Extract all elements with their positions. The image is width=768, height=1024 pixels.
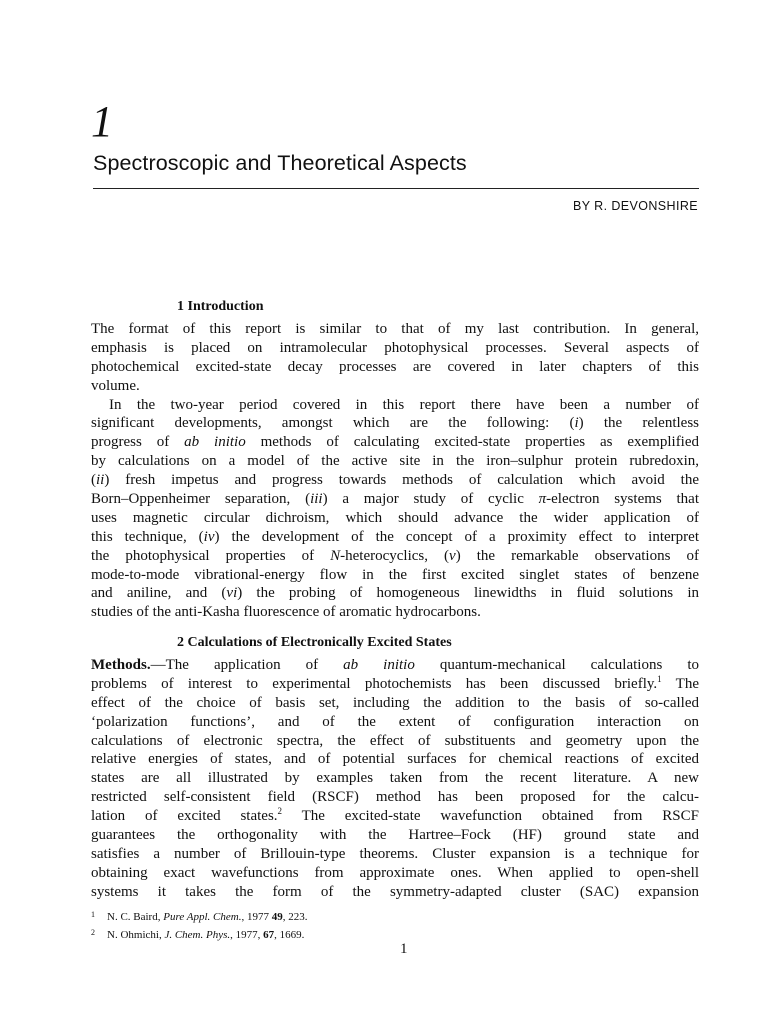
text-line: uses magnetic circular dichroism, which should advance the wider application of [91,509,699,526]
footnote-1 [91,907,699,925]
section-heading-introduction: 1 Introduction [177,299,264,314]
text-line: problems of interest to experimental photochemists has been discussed briefly.$^1$ The [91,673,699,692]
introduction-body [91,320,699,622]
text-line: Born–Oppenheimer separation, (iii) a major study of cyclic π-electron systems that [91,491,699,508]
text-line: lation of excited states.$^2$ The excited-state wavefunction obtained from RSCF [91,806,699,825]
text-line: systems it takes the form of the symmetry-adapted cluster (SAC) expansion [91,883,699,900]
text-line: restricted self-consistent field (RSCF) method has been proposed for the calcu- [91,789,699,806]
footnote-text: N. C. Baird, Pure Appl. Chem., 1977 49, 223. [107,911,308,923]
text-line: The format of this report is similar to that of my last contribution. In general, [91,321,699,337]
text-line: relative energies of states, and of potential surfaces for chemical reactions of excited [91,751,699,768]
text-line: mode-to-mode vibrational-energy flow in the first excited singlet states of benzene [91,566,699,583]
title-rule [93,188,699,189]
text-line: In the two-year period covered in this report there have been a number of [109,396,699,413]
text-line: obtaining exact wavefunctions from approximate ones. When applied to open-shell [91,864,699,881]
text-line: photochemical excited-state decay processes are covered in later chapters of this [91,358,699,375]
text-line: effect of the choice of basis set, including the addition to the basis of so-called [91,694,699,711]
chapter-number: 1 [91,97,113,146]
text-line: significant developments, amongst which are the following: (i) the relentless [91,415,700,432]
text-line: emphasis is placed on intramolecular photophysical processes. Several aspects of [91,339,699,356]
text-line: states are all illustrated by examples taken from the recent literature. A new [91,770,699,787]
methods-body [91,656,699,902]
text-line: guarantees the orthogonality with the Hartree–Fock (HF) ground state and [91,827,699,844]
footnote-text: N. Ohmichi, J. Chem. Phys., 1977, 67, 1669. [107,929,305,941]
text-line: Methods.—The application of ab initio quantum-mechanical calculations to [91,657,700,673]
text-line: studies of the anti-Kasha fluorescence of aromatic hydrocarbons. [91,604,481,621]
text-line: (ii) fresh impetus and progress towards methods of calculation which avoid the [91,472,699,489]
page-number: 1 [400,941,408,957]
text-line: satisfies a number of Brillouin-type theorems. Cluster expansion is a technique for [91,845,699,862]
footnote-marker: 1 [91,910,95,919]
text-line: by calculations on a model of the active site in the iron–sulphur protein rubredoxin, [91,453,699,470]
text-line: and aniline, and (vi) the probing of homogeneous linewidths in fluid solutions in [91,585,699,602]
chapter-title: Spectroscopic and Theoretical Aspects [93,151,467,175]
footnote-2 [91,925,699,943]
author-byline: BY R. DEVONSHIRE [573,199,698,213]
text-line: calculations of electronic spectra, the effect of substituents and geometry upon the [91,732,699,749]
section-heading-calculations: 2 Calculations of Electronically Excited States [177,635,452,650]
text-line: progress of ab initio methods of calculating excited-state properties as exemplified [91,434,700,451]
text-line: the photophysical properties of N-heterocyclics, (v) the remarkable observations of [91,547,699,564]
text-line: ‘polarization functions’, and of the extent of configuration interaction on [91,713,699,730]
footnote-marker: 2 [91,928,95,937]
footnotes [91,907,699,943]
text-line: this technique, (iv) the development of the concept of a proximity effect to interpret [91,528,699,545]
text-line: volume. [91,377,140,394]
